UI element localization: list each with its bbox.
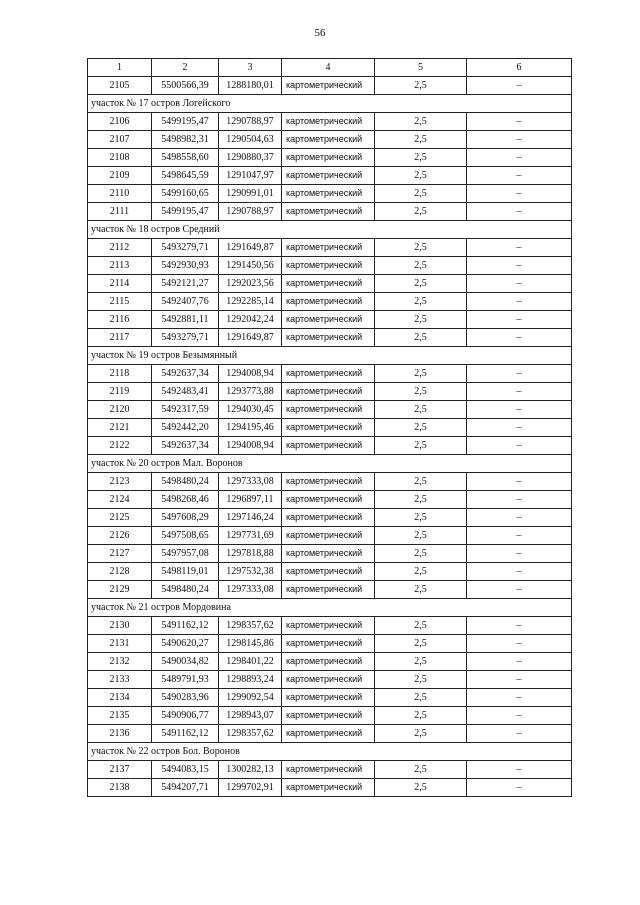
table-cell: 5490620,27 bbox=[152, 635, 219, 653]
table-cell: – bbox=[467, 239, 572, 257]
table-cell: 2111 bbox=[88, 203, 152, 221]
table-cell: картометрический bbox=[282, 563, 375, 581]
table-cell: 2,5 bbox=[375, 401, 467, 419]
table-row bbox=[88, 563, 572, 581]
table-row bbox=[88, 473, 572, 491]
table-cell: 1298357,62 bbox=[219, 617, 282, 635]
table-cell: 1291047,97 bbox=[219, 167, 282, 185]
table-row bbox=[88, 527, 572, 545]
table-cell: 2,5 bbox=[375, 635, 467, 653]
table-cell: картометрический bbox=[282, 167, 375, 185]
table-cell: 2116 bbox=[88, 311, 152, 329]
header-cell: 1 bbox=[88, 59, 152, 77]
table-cell: 2,5 bbox=[375, 257, 467, 275]
table-cell: 1294008,94 bbox=[219, 365, 282, 383]
table-cell: – bbox=[467, 185, 572, 203]
table-cell: 2,5 bbox=[375, 653, 467, 671]
table-cell: 5498480,24 bbox=[152, 473, 219, 491]
table-cell: 5494207,71 bbox=[152, 779, 219, 797]
table-cell: 5498558,60 bbox=[152, 149, 219, 167]
table-cell: – bbox=[467, 383, 572, 401]
table-cell: – bbox=[467, 131, 572, 149]
table-cell: 1297146,24 bbox=[219, 509, 282, 527]
table-cell: – bbox=[467, 401, 572, 419]
table-row bbox=[88, 545, 572, 563]
table-cell: 2137 bbox=[88, 761, 152, 779]
table-cell: 2,5 bbox=[375, 581, 467, 599]
section-row bbox=[88, 743, 572, 761]
table-cell: 2,5 bbox=[375, 545, 467, 563]
table-cell: – bbox=[467, 509, 572, 527]
table-cell: 2127 bbox=[88, 545, 152, 563]
table-cell: 1297731,69 bbox=[219, 527, 282, 545]
table-cell: 1292285,14 bbox=[219, 293, 282, 311]
table-cell: – bbox=[467, 761, 572, 779]
table-row bbox=[88, 725, 572, 743]
table-cell: 2114 bbox=[88, 275, 152, 293]
table-cell: – bbox=[467, 275, 572, 293]
table-cell: – bbox=[467, 77, 572, 95]
table-cell: картометрический bbox=[282, 779, 375, 797]
section-row bbox=[88, 95, 572, 113]
table-row bbox=[88, 419, 572, 437]
table-cell: – bbox=[467, 545, 572, 563]
table-cell: – bbox=[467, 419, 572, 437]
table-cell: картометрический bbox=[282, 527, 375, 545]
table-cell: картометрический bbox=[282, 725, 375, 743]
table-cell: 5492442,20 bbox=[152, 419, 219, 437]
table-cell: картометрический bbox=[282, 311, 375, 329]
table-cell: 2,5 bbox=[375, 671, 467, 689]
table-cell: 1292023,56 bbox=[219, 275, 282, 293]
table-row bbox=[88, 293, 572, 311]
section-row bbox=[88, 221, 572, 239]
table-cell: 2,5 bbox=[375, 365, 467, 383]
table-cell: – bbox=[467, 167, 572, 185]
table-cell: 2136 bbox=[88, 725, 152, 743]
table-cell: картометрический bbox=[282, 77, 375, 95]
table-cell: 1288180,01 bbox=[219, 77, 282, 95]
table-cell: 1290788,97 bbox=[219, 203, 282, 221]
table-row bbox=[88, 401, 572, 419]
table-cell: 2,5 bbox=[375, 239, 467, 257]
table-cell: 2,5 bbox=[375, 473, 467, 491]
section-title: участок № 19 остров Безымянный bbox=[88, 347, 572, 365]
table-cell: 2125 bbox=[88, 509, 152, 527]
table-cell: 2,5 bbox=[375, 563, 467, 581]
header-cell: 3 bbox=[219, 59, 282, 77]
table-cell: 5491162,12 bbox=[152, 725, 219, 743]
section-row bbox=[88, 599, 572, 617]
section-title: участок № 22 остров Бол. Воронов bbox=[88, 743, 572, 761]
table-cell: 2,5 bbox=[375, 149, 467, 167]
table-cell: 5490906,77 bbox=[152, 707, 219, 725]
table-cell: 1293773,88 bbox=[219, 383, 282, 401]
table-cell: 5497608,29 bbox=[152, 509, 219, 527]
table-cell: – bbox=[467, 437, 572, 455]
table-cell: 2,5 bbox=[375, 203, 467, 221]
table-cell: картометрический bbox=[282, 383, 375, 401]
table-cell: 2,5 bbox=[375, 383, 467, 401]
table-cell: 1298893,24 bbox=[219, 671, 282, 689]
table-cell: картометрический bbox=[282, 581, 375, 599]
table-row bbox=[88, 761, 572, 779]
table-cell: 5497957,08 bbox=[152, 545, 219, 563]
header-cell: 2 bbox=[152, 59, 219, 77]
table-cell: 1291450,56 bbox=[219, 257, 282, 275]
table-cell: 5497508,65 bbox=[152, 527, 219, 545]
table-cell: 2,5 bbox=[375, 761, 467, 779]
page-number: 56 bbox=[314, 27, 326, 39]
table-cell: – bbox=[467, 329, 572, 347]
table-cell: 5498480,24 bbox=[152, 581, 219, 599]
table-cell: 2,5 bbox=[375, 707, 467, 725]
table-cell: 2108 bbox=[88, 149, 152, 167]
table-cell: 1300282,13 bbox=[219, 761, 282, 779]
table-cell: – bbox=[467, 779, 572, 797]
table-cell: 2128 bbox=[88, 563, 152, 581]
table-cell: – bbox=[467, 725, 572, 743]
table-cell: – bbox=[467, 473, 572, 491]
table-cell: 2115 bbox=[88, 293, 152, 311]
table-cell: 2,5 bbox=[375, 185, 467, 203]
table-cell: 5490283,96 bbox=[152, 689, 219, 707]
table-row bbox=[88, 239, 572, 257]
table-cell: – bbox=[467, 149, 572, 167]
table-cell: картометрический bbox=[282, 239, 375, 257]
table-row bbox=[88, 203, 572, 221]
table-cell: – bbox=[467, 689, 572, 707]
table-row bbox=[88, 509, 572, 527]
table-cell: 2132 bbox=[88, 653, 152, 671]
table-cell: картометрический bbox=[282, 761, 375, 779]
table-row bbox=[88, 581, 572, 599]
table-cell: 2106 bbox=[88, 113, 152, 131]
table-cell: 2109 bbox=[88, 167, 152, 185]
table-cell: 2122 bbox=[88, 437, 152, 455]
table-cell: 2123 bbox=[88, 473, 152, 491]
table-cell: картометрический bbox=[282, 293, 375, 311]
table-cell: 1290504,63 bbox=[219, 131, 282, 149]
table-cell: – bbox=[467, 365, 572, 383]
table-cell: 2131 bbox=[88, 635, 152, 653]
table-cell: 2112 bbox=[88, 239, 152, 257]
table-cell: 2126 bbox=[88, 527, 152, 545]
table-cell: 2124 bbox=[88, 491, 152, 509]
table-cell: 1298357,62 bbox=[219, 725, 282, 743]
table-cell: 1290991,01 bbox=[219, 185, 282, 203]
table-row bbox=[88, 149, 572, 167]
table-cell: – bbox=[467, 653, 572, 671]
table-cell: картометрический bbox=[282, 491, 375, 509]
table-cell: 2,5 bbox=[375, 419, 467, 437]
table-cell: 5493279,71 bbox=[152, 329, 219, 347]
table-row bbox=[88, 635, 572, 653]
table-cell: 1296897,11 bbox=[219, 491, 282, 509]
table-cell: 5492407,76 bbox=[152, 293, 219, 311]
table-cell: 1290788,97 bbox=[219, 113, 282, 131]
table-cell: – bbox=[467, 617, 572, 635]
section-row bbox=[88, 347, 572, 365]
table-cell: 1299702,91 bbox=[219, 779, 282, 797]
table-cell: 5498268,46 bbox=[152, 491, 219, 509]
table-cell: картометрический bbox=[282, 653, 375, 671]
table-cell: картометрический bbox=[282, 149, 375, 167]
table-cell: 5500566,39 bbox=[152, 77, 219, 95]
table-cell: 1297333,08 bbox=[219, 473, 282, 491]
table-cell: 1292042,24 bbox=[219, 311, 282, 329]
table-cell: 5492483,41 bbox=[152, 383, 219, 401]
table-cell: картометрический bbox=[282, 635, 375, 653]
table-cell: 2110 bbox=[88, 185, 152, 203]
table-row bbox=[88, 185, 572, 203]
table-row bbox=[88, 779, 572, 797]
table-cell: 2,5 bbox=[375, 509, 467, 527]
table-cell: 1298145,86 bbox=[219, 635, 282, 653]
table-cell: 2,5 bbox=[375, 275, 467, 293]
table-cell: 1294008,94 bbox=[219, 437, 282, 455]
table-row bbox=[88, 131, 572, 149]
table-cell: 2118 bbox=[88, 365, 152, 383]
table-cell: 2120 bbox=[88, 401, 152, 419]
table-cell: 1298401,22 bbox=[219, 653, 282, 671]
table-cell: 2,5 bbox=[375, 311, 467, 329]
table-cell: – bbox=[467, 563, 572, 581]
table-cell: 2135 bbox=[88, 707, 152, 725]
table-cell: картометрический bbox=[282, 329, 375, 347]
table-cell: – bbox=[467, 311, 572, 329]
table-cell: картометрический bbox=[282, 203, 375, 221]
table-cell: 2,5 bbox=[375, 689, 467, 707]
table-cell: картометрический bbox=[282, 113, 375, 131]
table-row bbox=[88, 617, 572, 635]
section-title: участок № 21 остров Мордовина bbox=[88, 599, 572, 617]
table-cell: 5499195,47 bbox=[152, 203, 219, 221]
table-cell: – bbox=[467, 581, 572, 599]
table-cell: – bbox=[467, 203, 572, 221]
table-cell: 5491162,12 bbox=[152, 617, 219, 635]
table-cell: 2,5 bbox=[375, 131, 467, 149]
table-cell: 2113 bbox=[88, 257, 152, 275]
table-cell: картометрический bbox=[282, 509, 375, 527]
table-cell: картометрический bbox=[282, 545, 375, 563]
table-cell: – bbox=[467, 491, 572, 509]
table-cell: 5492881,11 bbox=[152, 311, 219, 329]
table-cell: картометрический bbox=[282, 437, 375, 455]
table-cell: – bbox=[467, 671, 572, 689]
table-cell: 5498119,01 bbox=[152, 563, 219, 581]
table-cell: – bbox=[467, 707, 572, 725]
table-cell: – bbox=[467, 635, 572, 653]
table-cell: 1299092,54 bbox=[219, 689, 282, 707]
table-cell: 2105 bbox=[88, 77, 152, 95]
table-cell: 2,5 bbox=[375, 113, 467, 131]
table-cell: – bbox=[467, 257, 572, 275]
section-title: участок № 20 остров Мал. Воронов bbox=[88, 455, 572, 473]
table-cell: 2107 bbox=[88, 131, 152, 149]
table-cell: картометрический bbox=[282, 401, 375, 419]
table-cell: картометрический bbox=[282, 275, 375, 293]
table-row bbox=[88, 491, 572, 509]
header-row bbox=[88, 59, 572, 77]
table-row bbox=[88, 311, 572, 329]
table-cell: картометрический bbox=[282, 671, 375, 689]
table-cell: 2,5 bbox=[375, 779, 467, 797]
section-title: участок № 17 остров Логейского bbox=[88, 95, 572, 113]
table-row bbox=[88, 275, 572, 293]
table-cell: картометрический bbox=[282, 617, 375, 635]
section-title: участок № 18 остров Средний bbox=[88, 221, 572, 239]
table-cell: 2138 bbox=[88, 779, 152, 797]
table-row bbox=[88, 329, 572, 347]
table-cell: 5499195,47 bbox=[152, 113, 219, 131]
table-cell: 5492637,34 bbox=[152, 365, 219, 383]
coordinates-table bbox=[87, 58, 572, 797]
table-cell: 5499160,65 bbox=[152, 185, 219, 203]
table-row bbox=[88, 437, 572, 455]
table-cell: 5492121,27 bbox=[152, 275, 219, 293]
table-cell: 1294195,46 bbox=[219, 419, 282, 437]
table-cell: 5492637,34 bbox=[152, 437, 219, 455]
table-cell: 5498645,59 bbox=[152, 167, 219, 185]
table-cell: 5490034,82 bbox=[152, 653, 219, 671]
section-row bbox=[88, 455, 572, 473]
table-cell: 5492317,59 bbox=[152, 401, 219, 419]
table-cell: 1298943,07 bbox=[219, 707, 282, 725]
table-row bbox=[88, 671, 572, 689]
header-cell: 4 bbox=[282, 59, 375, 77]
table-row bbox=[88, 689, 572, 707]
table-cell: 1297818,88 bbox=[219, 545, 282, 563]
table-row bbox=[88, 77, 572, 95]
table-cell: картометрический bbox=[282, 257, 375, 275]
table-cell: 2,5 bbox=[375, 293, 467, 311]
table-cell: 2129 bbox=[88, 581, 152, 599]
table-cell: 2119 bbox=[88, 383, 152, 401]
table-cell: картометрический bbox=[282, 689, 375, 707]
table-cell: – bbox=[467, 293, 572, 311]
table-cell: 5498982,31 bbox=[152, 131, 219, 149]
table-cell: 1297333,08 bbox=[219, 581, 282, 599]
table-cell: – bbox=[467, 113, 572, 131]
table-cell: 2,5 bbox=[375, 437, 467, 455]
table-row bbox=[88, 167, 572, 185]
table-row bbox=[88, 653, 572, 671]
table-cell: 2121 bbox=[88, 419, 152, 437]
table-cell: картометрический bbox=[282, 185, 375, 203]
table-cell: 2,5 bbox=[375, 329, 467, 347]
table-cell: 1290880,37 bbox=[219, 149, 282, 167]
table-cell: 2133 bbox=[88, 671, 152, 689]
table-cell: – bbox=[467, 527, 572, 545]
table-cell: 2,5 bbox=[375, 77, 467, 95]
table-cell: картометрический bbox=[282, 131, 375, 149]
table-cell: 5492930,93 bbox=[152, 257, 219, 275]
table-cell: 2,5 bbox=[375, 617, 467, 635]
table-cell: картометрический bbox=[282, 707, 375, 725]
table-cell: картометрический bbox=[282, 419, 375, 437]
table-cell: 2130 bbox=[88, 617, 152, 635]
table-cell: 2,5 bbox=[375, 527, 467, 545]
header-cell: 5 bbox=[375, 59, 467, 77]
header-cell: 6 bbox=[467, 59, 572, 77]
table-cell: 5494083,15 bbox=[152, 761, 219, 779]
table-cell: 2,5 bbox=[375, 491, 467, 509]
table-row bbox=[88, 365, 572, 383]
table-cell: 5489791,93 bbox=[152, 671, 219, 689]
table-row bbox=[88, 383, 572, 401]
table-row bbox=[88, 113, 572, 131]
table-row bbox=[88, 257, 572, 275]
table-body bbox=[88, 77, 572, 797]
table-row bbox=[88, 707, 572, 725]
table-cell: 5493279,71 bbox=[152, 239, 219, 257]
table-cell: картометрический bbox=[282, 473, 375, 491]
table-cell: 2117 bbox=[88, 329, 152, 347]
table-cell: картометрический bbox=[282, 365, 375, 383]
table-cell: 2134 bbox=[88, 689, 152, 707]
table-cell: 1291649,87 bbox=[219, 239, 282, 257]
table-cell: 2,5 bbox=[375, 167, 467, 185]
table-cell: 1291649,87 bbox=[219, 329, 282, 347]
table-cell: 2,5 bbox=[375, 725, 467, 743]
table-cell: 1294030,45 bbox=[219, 401, 282, 419]
table-cell: 1297532,38 bbox=[219, 563, 282, 581]
